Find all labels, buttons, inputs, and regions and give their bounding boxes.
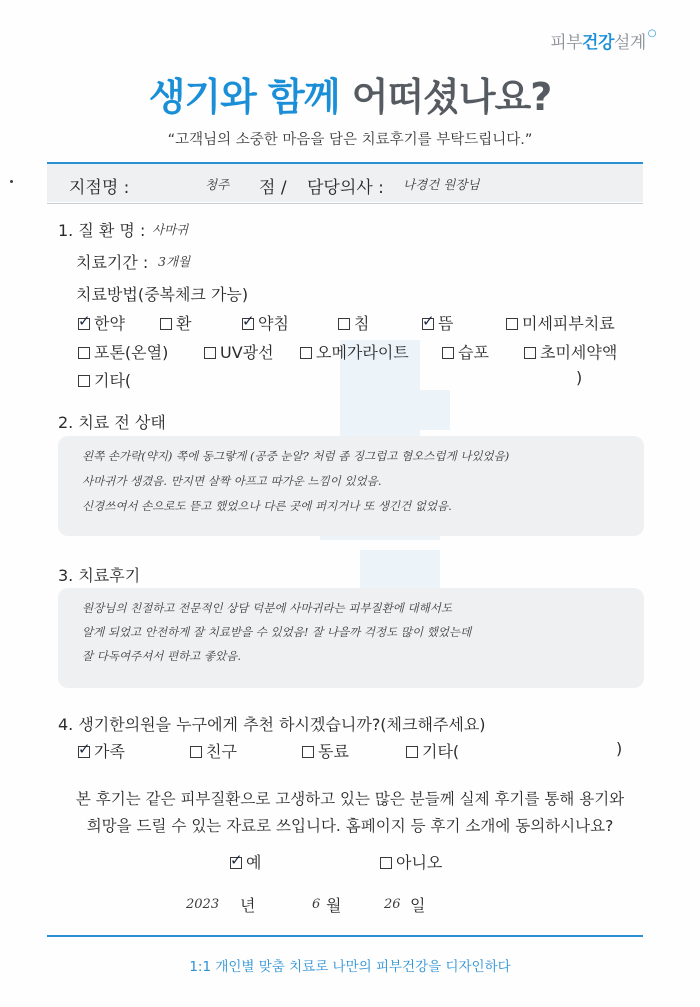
doctor-value: 나경건 원장님 bbox=[403, 177, 480, 192]
recommend-checkbox[interactable] bbox=[190, 746, 202, 758]
method-option-label: 기타( bbox=[94, 371, 132, 390]
section2-handwritten-line: 신경쓰여서 손으로도 뜯고 했었으나 다른 곳에 퍼지거나 또 생긴건 없었음. bbox=[82, 499, 452, 513]
method-option[interactable] bbox=[506, 311, 615, 334]
recommend-option[interactable] bbox=[406, 739, 459, 762]
method-checkbox[interactable] bbox=[338, 318, 350, 330]
stray-mark bbox=[10, 180, 13, 183]
method-option-label: 습포 bbox=[458, 343, 489, 362]
check-icon: ✓ bbox=[230, 851, 243, 869]
page-title bbox=[0, 66, 700, 121]
method-option-label: 침 bbox=[354, 314, 370, 333]
date-day-value: 26 bbox=[384, 897, 401, 912]
method-option-label: 환 bbox=[176, 314, 192, 333]
date-month-label: 월 bbox=[326, 896, 342, 915]
recommend-option[interactable] bbox=[190, 739, 237, 762]
check-icon: ✓ bbox=[78, 740, 91, 758]
title-blue: 생기와 함께 bbox=[148, 75, 340, 119]
method-checkbox[interactable] bbox=[78, 375, 90, 387]
method-checkbox[interactable] bbox=[78, 312, 91, 330]
method-option[interactable] bbox=[300, 340, 409, 363]
check-icon: ✓ bbox=[422, 312, 435, 330]
branch-suffix: 점 / bbox=[259, 178, 287, 198]
brand-logo: 피부건강설계 ○ bbox=[550, 28, 656, 53]
section2-handwritten-line: 사마귀가 생겼음. 만지면 살짝 아프고 따가운 느낌이 있었음. bbox=[82, 474, 382, 488]
method-checkbox[interactable] bbox=[442, 347, 454, 359]
method-option[interactable] bbox=[242, 311, 289, 334]
section3-title: 3. 치료후기 bbox=[58, 566, 141, 585]
section2-title: 2. 치료 전 상태 bbox=[58, 413, 166, 432]
section3-handwritten-line: 잘 다독여주셔서 편하고 좋았음. bbox=[82, 649, 242, 663]
date-day-label: 일 bbox=[410, 896, 426, 915]
page-subtitle: “고객님의 소중한 마음을 담은 치료후기를 부탁드립니다.” bbox=[167, 132, 533, 148]
recommend-option[interactable] bbox=[78, 739, 125, 762]
method-checkbox[interactable] bbox=[524, 347, 536, 359]
method-checkbox[interactable] bbox=[422, 312, 435, 330]
recommend-option-label: 가족 bbox=[94, 742, 125, 761]
method-option[interactable] bbox=[204, 340, 274, 363]
method-option[interactable] bbox=[78, 311, 125, 334]
consent-no[interactable] bbox=[380, 850, 442, 873]
method-checkbox[interactable] bbox=[204, 347, 216, 359]
method-checkbox[interactable] bbox=[300, 347, 312, 359]
method-checkbox[interactable] bbox=[242, 312, 255, 330]
method-option[interactable] bbox=[78, 368, 131, 391]
section2-handwritten-line: 왼쪽 손가락(약지) 쪽에 동그랗게 (공중 눈알? 처럼 좀 징그럽고 혐오스럽게 나있었음) bbox=[82, 449, 510, 463]
section3-handwritten-line: 원장님의 친절하고 전문적인 상담 덕분에 사마귀라는 피부질환에 대해서도 bbox=[82, 601, 452, 615]
method-option[interactable] bbox=[442, 340, 489, 363]
divider-bottom bbox=[47, 935, 643, 937]
recommend-option-label: 동료 bbox=[318, 742, 349, 761]
no-label: 아니오 bbox=[396, 853, 443, 872]
method-option-label: 초미세약액 bbox=[540, 343, 618, 362]
section3-handwritten-line: 알게 되었고 안전하게 잘 치료받을 수 있었음! 잘 나을까 걱정도 많이 했었는데 bbox=[82, 625, 472, 639]
recommend-option-label: 친구 bbox=[206, 742, 237, 761]
period-label: 치료기간 : bbox=[76, 253, 149, 272]
recommend-checkbox[interactable] bbox=[406, 746, 418, 758]
disease-value: 사마귀 bbox=[152, 222, 189, 237]
doctor-label: 담당의사 : bbox=[307, 178, 384, 198]
info-row bbox=[47, 164, 643, 202]
branch-value: 청주 bbox=[205, 177, 230, 192]
method-option-label: 뜸 bbox=[438, 314, 454, 333]
method-option[interactable] bbox=[160, 311, 191, 334]
method-other-close: ) bbox=[576, 368, 583, 387]
method-label: 치료방법(중복체크 가능) bbox=[76, 285, 249, 304]
branch-label: 지점명 : bbox=[69, 178, 130, 198]
method-option-label: 포톤(온열) bbox=[94, 343, 169, 362]
consent-line2: 희망을 드릴 수 있는 자료로 쓰입니다. 홈페이지 등 후기 소개에 동의하시나요? bbox=[86, 817, 614, 835]
method-option-label: 오메가라이트 bbox=[316, 343, 409, 362]
recommend-checkbox[interactable] bbox=[302, 746, 314, 758]
recommend-checkbox[interactable] bbox=[78, 740, 91, 758]
date-month-value: 6 bbox=[312, 897, 321, 912]
section4-title: 4. 생기한의원을 누구에게 추천 하시겠습니까?(체크해주세요) bbox=[58, 715, 486, 734]
section1-title: 1. 질 환 명 : bbox=[58, 221, 146, 240]
title-gray: 어떠셨나요? bbox=[351, 75, 552, 119]
method-option-label: UV광선 bbox=[220, 343, 274, 362]
yes-checkbox[interactable] bbox=[230, 851, 243, 869]
consent-line1: 본 후기는 같은 피부질환으로 고생하고 있는 많은 분들께 실제 후기를 통해 용기와 bbox=[75, 790, 625, 808]
method-checkbox[interactable] bbox=[506, 318, 518, 330]
method-option[interactable] bbox=[338, 311, 369, 334]
divider-info bbox=[47, 203, 643, 204]
date-year-label: 년 bbox=[240, 896, 256, 915]
period-value: 3개월 bbox=[158, 254, 191, 269]
yes-label: 예 bbox=[246, 853, 262, 872]
recommend-other-close: ) bbox=[616, 739, 623, 758]
method-option[interactable] bbox=[524, 340, 617, 363]
recommend-option-label: 기타( bbox=[422, 742, 460, 761]
consent-yes[interactable] bbox=[230, 850, 261, 873]
method-option-label: 한약 bbox=[94, 314, 125, 333]
date-year-value: 2023 bbox=[186, 897, 220, 912]
no-checkbox[interactable] bbox=[380, 857, 392, 869]
footer-slogan: 1:1 개인별 맞춤 치료로 나만의 피부건강을 디자인하다 bbox=[189, 959, 511, 975]
method-option[interactable] bbox=[78, 340, 168, 363]
method-checkbox[interactable] bbox=[78, 347, 90, 359]
recommend-option[interactable] bbox=[302, 739, 349, 762]
method-option-label: 미세피부치료 bbox=[522, 314, 615, 333]
method-option[interactable] bbox=[422, 311, 453, 334]
method-checkbox[interactable] bbox=[160, 318, 172, 330]
method-option-label: 약침 bbox=[258, 314, 289, 333]
check-icon: ✓ bbox=[242, 312, 255, 330]
check-icon: ✓ bbox=[78, 312, 91, 330]
